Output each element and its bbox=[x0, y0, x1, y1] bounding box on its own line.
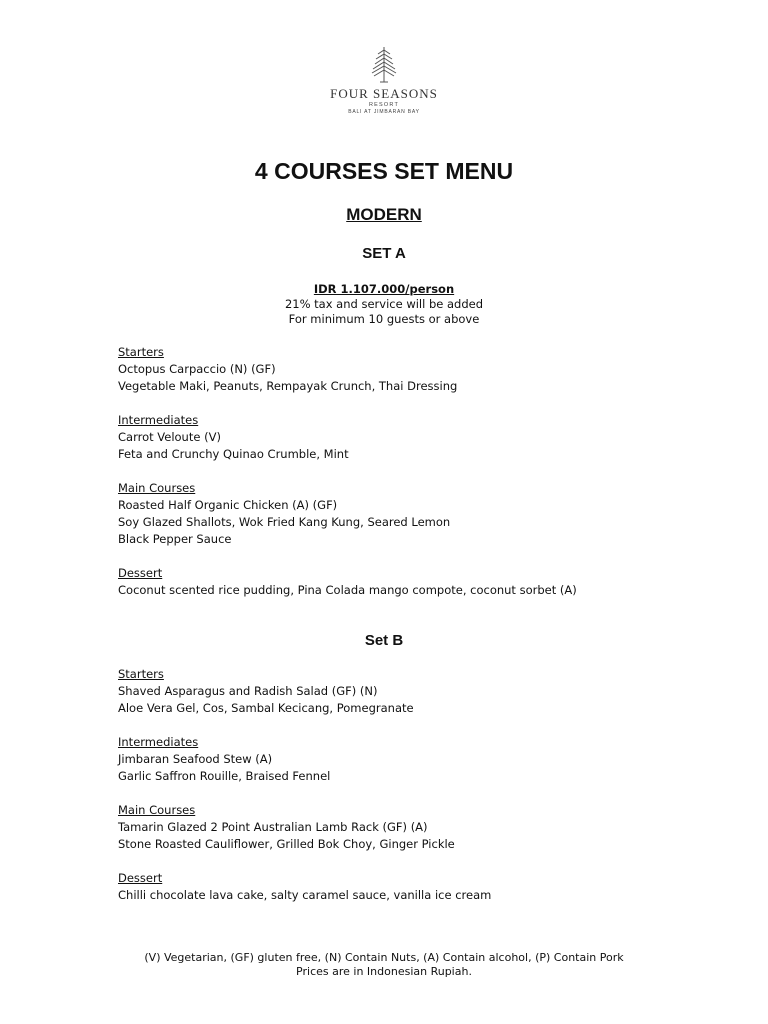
course-line: Feta and Crunchy Quinao Crumble, Mint bbox=[118, 447, 349, 461]
course-line: Jimbaran Seafood Stew (A) bbox=[118, 752, 273, 766]
tax-note: 21% tax and service will be added bbox=[284, 297, 484, 311]
set-b-label: Set B bbox=[364, 632, 404, 649]
course-line: Vegetable Maki, Peanuts, Rempayak Crunch, Thai Dressing bbox=[118, 379, 458, 393]
course-section bbox=[118, 734, 678, 785]
course-heading: Main Courses bbox=[118, 481, 196, 495]
course-line: Octopus Carpaccio (N) (GF) bbox=[118, 362, 276, 376]
course-line: Aloe Vera Gel, Cos, Sambal Kecicang, Pomegranate bbox=[118, 701, 414, 715]
brand-resort: RESORT bbox=[368, 102, 400, 108]
course-heading: Main Courses bbox=[118, 803, 196, 817]
menu-style: MODERN bbox=[346, 205, 422, 224]
course-line: Soy Glazed Shallots, Wok Fried Kang Kung, Seared Lemon bbox=[118, 515, 451, 529]
course-section bbox=[118, 666, 678, 717]
set-a-courses bbox=[118, 344, 678, 616]
course-heading: Starters bbox=[118, 667, 164, 681]
course-line: Shaved Asparagus and Radish Salad (GF) (N) bbox=[118, 684, 378, 698]
menu-title: 4 COURSES SET MENU bbox=[254, 158, 514, 184]
four-seasons-logo bbox=[318, 44, 450, 136]
brand-name: FOUR SEASONS bbox=[330, 86, 438, 101]
dietary-legend: (V) Vegetarian, (GF) gluten free, (N) Contain Nuts, (A) Contain alcohol, (P) Contain Pork bbox=[144, 951, 624, 964]
course-line: Garlic Saffron Rouille, Braised Fennel bbox=[118, 769, 331, 783]
set-a-label: SET A bbox=[362, 245, 406, 262]
tree-icon bbox=[369, 44, 399, 84]
course-section bbox=[118, 565, 678, 599]
course-section bbox=[118, 412, 678, 463]
course-line: Black Pepper Sauce bbox=[118, 532, 232, 546]
course-heading: Intermediates bbox=[118, 735, 199, 749]
course-section bbox=[118, 870, 678, 904]
course-section bbox=[118, 480, 678, 548]
course-heading: Starters bbox=[118, 345, 164, 359]
course-line: Carrot Veloute (V) bbox=[118, 430, 221, 444]
footer-notes bbox=[0, 951, 768, 979]
currency-note: Prices are in Indonesian Rupiah. bbox=[296, 965, 472, 978]
course-section bbox=[118, 802, 678, 853]
brand-location: BALI AT JIMBARAN BAY bbox=[348, 109, 420, 115]
course-section bbox=[118, 344, 678, 395]
course-line: Chilli chocolate lava cake, salty caramel sauce, vanilla ice cream bbox=[118, 888, 492, 902]
course-heading: Dessert bbox=[118, 566, 163, 580]
course-line: Coconut scented rice pudding, Pina Colada mango compote, coconut sorbet (A) bbox=[118, 583, 577, 597]
course-heading: Dessert bbox=[118, 871, 163, 885]
course-line: Stone Roasted Cauliflower, Grilled Bok Choy, Ginger Pickle bbox=[118, 837, 455, 851]
course-heading: Intermediates bbox=[118, 413, 199, 427]
course-line: Roasted Half Organic Chicken (A) (GF) bbox=[118, 498, 338, 512]
course-line: Tamarin Glazed 2 Point Australian Lamb Rack (GF) (A) bbox=[118, 820, 428, 834]
price-block bbox=[0, 282, 768, 327]
set-b-courses bbox=[118, 666, 678, 921]
price: IDR 1.107.000/person bbox=[313, 282, 455, 296]
minimum-note: For minimum 10 guests or above bbox=[288, 312, 480, 326]
